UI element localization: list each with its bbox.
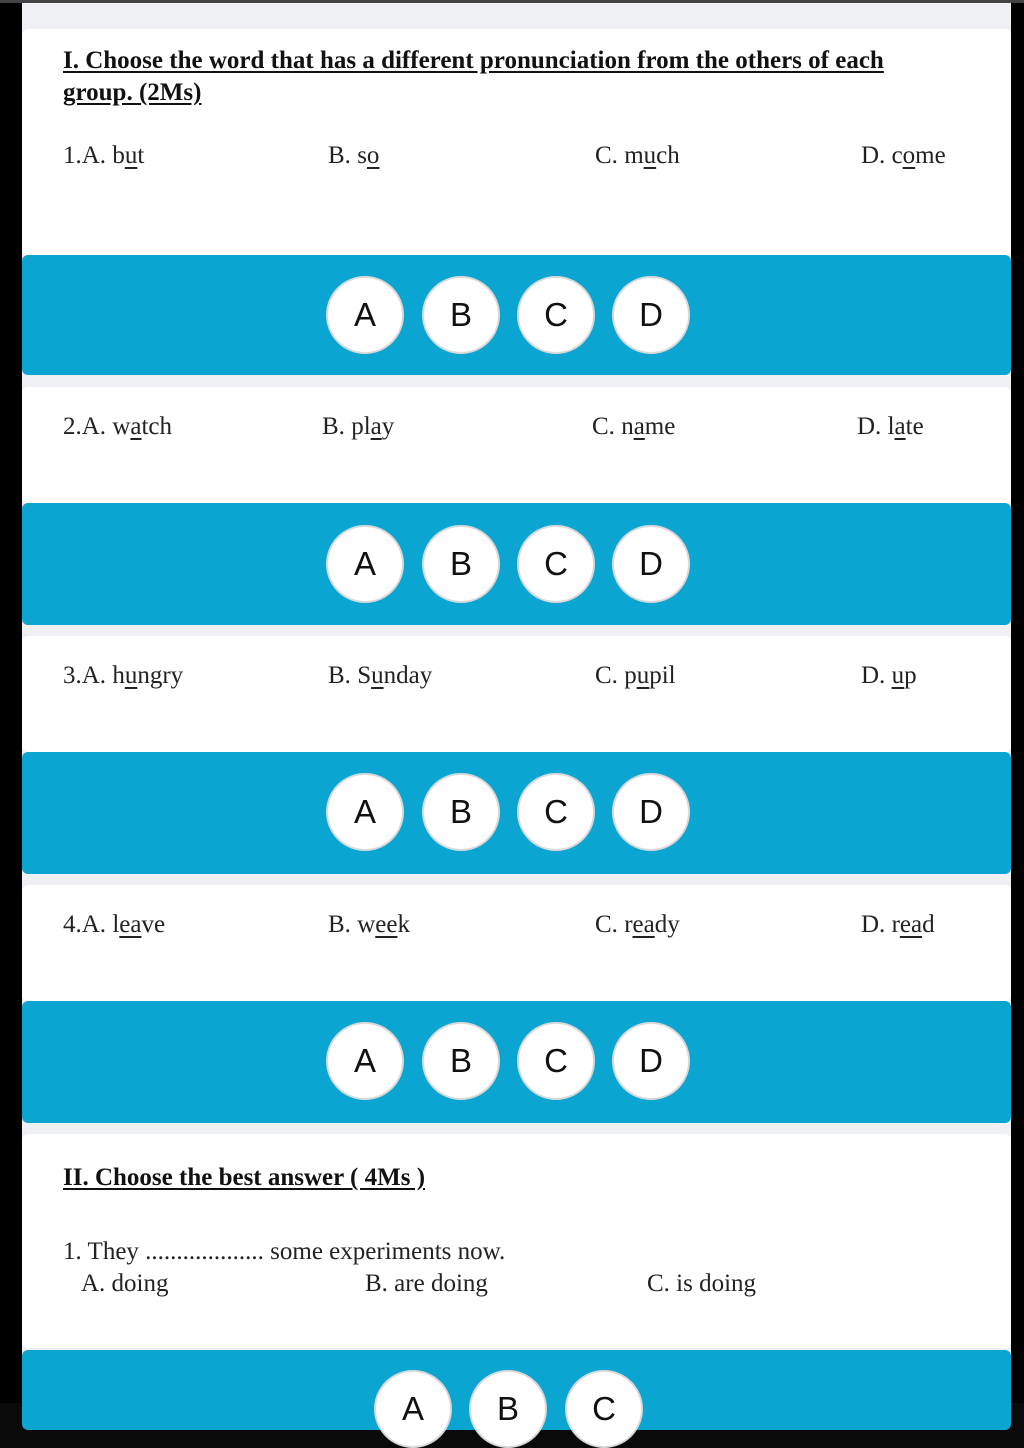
answer-d-button[interactable]: D (612, 276, 690, 354)
q4-option-b: B. week (328, 911, 410, 938)
screen-edge-left (0, 0, 22, 1403)
section2-q1-option-a: A. doing (81, 1270, 169, 1297)
q2-option-c: C. name (592, 413, 676, 440)
question-card-1 (22, 29, 1011, 255)
q1-option-b: B. so (328, 142, 380, 169)
q4-option-d: D. read (861, 911, 935, 938)
answer-c-button[interactable]: C (517, 1022, 595, 1100)
question-card-3 (22, 636, 1011, 752)
answer-b-button[interactable]: B (422, 773, 500, 851)
q3-option-c: C. pupil (595, 662, 676, 689)
question-card-4 (22, 885, 1011, 1001)
q2-option-b: B. play (322, 413, 395, 440)
answer-c-button[interactable]: C (517, 525, 595, 603)
answer-c-button[interactable]: C (565, 1370, 643, 1448)
answer-band-4 (22, 1001, 1011, 1123)
worksheet-page (22, 3, 1011, 1427)
section2-q1-option-b: B. are doing (365, 1270, 488, 1297)
answer-c-button[interactable]: C (517, 773, 595, 851)
section2-card (22, 1134, 1011, 1348)
section1-title-line1: I. Choose the word that has a different pronunciation from the others of each (63, 47, 884, 74)
section1-title-line2: group. (2Ms) (63, 79, 202, 106)
answer-d-button[interactable]: D (612, 773, 690, 851)
question-card-2 (22, 387, 1011, 503)
answer-a-button[interactable]: A (326, 276, 404, 354)
answer-band-2 (22, 503, 1011, 625)
q3-option-a: 3.A. hungry (63, 662, 184, 689)
answer-b-button[interactable]: B (422, 525, 500, 603)
answer-a-button[interactable]: A (326, 1022, 404, 1100)
q2-option-d: D. late (857, 413, 924, 440)
answer-b-button[interactable]: B (422, 1022, 500, 1100)
q3-option-b: B. Sunday (328, 662, 433, 689)
answer-d-button[interactable]: D (612, 525, 690, 603)
q1-option-a: 1.A. but (63, 142, 145, 169)
answer-a-button[interactable]: A (374, 1370, 452, 1448)
q1-option-c: C. much (595, 142, 680, 169)
q4-option-c: C. ready (595, 911, 680, 938)
answer-b-button[interactable]: B (469, 1370, 547, 1448)
screen-edge-right (1011, 0, 1024, 1403)
section2-question-1: 1. They ................... some experiments now. (63, 1238, 506, 1265)
q1-option-d: D. come (861, 142, 946, 169)
answer-d-button[interactable]: D (612, 1022, 690, 1100)
answer-a-button[interactable]: A (326, 773, 404, 851)
answer-c-button[interactable]: C (517, 276, 595, 354)
answer-a-button[interactable]: A (326, 525, 404, 603)
section2-title: II. Choose the best answer ( 4Ms ) (63, 1164, 426, 1191)
answer-b-button[interactable]: B (422, 276, 500, 354)
q4-option-a: 4.A. leave (63, 911, 166, 938)
section2-q1-option-c: C. is doing (647, 1270, 757, 1297)
answer-band-5 (22, 1350, 1011, 1430)
answer-band-1 (22, 255, 1011, 375)
q3-option-d: D. up (861, 662, 917, 689)
q2-option-a: 2.A. watch (63, 413, 173, 440)
answer-band-3 (22, 752, 1011, 874)
